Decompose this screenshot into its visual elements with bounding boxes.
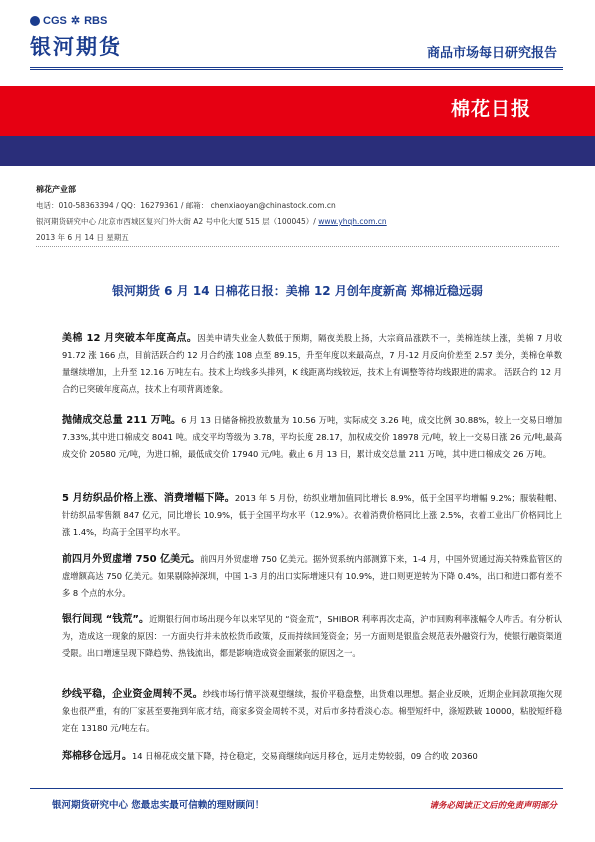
paragraph-text: 近期银行间市场出现今年以来罕见的 “资金荒”，SHIBOR 利率再次走高，沪市回购利率涨幅令人咋舌。有分析认为，造成这一现象的原因：一方面央行并未放松货币政策，反而持续回笼资金；另一方面则是银监会规范表外融资行为，使银行融资渠道受限。出口增速呈现下降趋势、热钱流出，都是影响造成资金面紧张的原因之一。 [62,614,562,658]
address-line [36,216,387,227]
paragraph-text: 14 日棉花成交量下降，持仓稳定，交易商继续向远月移仓，远月走势较弱，09 合约收 20360 [132,751,478,761]
paragraph-textile-prices [62,490,562,541]
footer-divider [30,788,563,789]
title-banner [0,86,595,136]
header-divider [30,67,563,68]
paragraph-lead: 郑棉移仓远月。 [62,751,132,762]
paragraph-interbank [62,611,562,662]
paragraph-text: 因美申请失业金人数低于预期，隔夜美股上扬，大宗商品涨跌不一，美棉连续上涨，美棉 7 月收 91.72 涨 166 点，目前活跃合约 12 月合约涨 108 点至 89.15，升至年度以来最高点，7 月-12 月反向价差至 2.57 美分，美棉仓单数量继续增加，上升至 12.16 万吨左右。技术上均线多头排列，K 线距离均线较远，技术上有调整等待均线跟进的需求。 活跃合约 12 月合约已突破年度高点，技术上有项背离迹象。 [62,333,562,394]
paragraph-foreign-trade [62,551,562,602]
paragraph-zhengzhou-cotton [62,748,562,765]
paragraph-lead: 纱线平稳，企业资金周转不灵。 [62,689,203,700]
cgs-mark-icon [30,16,40,26]
footer-slogan: 银河期货研究中心 您最忠实最可信赖的理财顾问！ [52,800,265,811]
report-date: 2013 年 6 月 14 日 星期五 [36,233,129,242]
website-link[interactable]: www.yhqh.com.cn [318,217,387,226]
report-type-title: 商品市场每日研究报告 [426,46,557,61]
logo-company-name: 银河期货 [30,35,122,59]
paragraph-text: 纱线市场行情平淡观望继续，报价平稳盘整，出货难以理想。据企业反映，近期企业间款项拖欠现象也很严重，有的厂家甚至要拖到年底才结，商家多资金周转不灵，对后市多持看淡心态。棉型短纤中，涤短跌破 10000，粘胶短纤稳定在 13180 元/吨左右。 [62,689,562,733]
contact-line: 电话：010-58363394 / QQ：16279361 / 邮箱： chenxiaoyan@chinastock.com.cn [36,201,336,210]
paragraph-lead: 抛储成交总量 211 万吨。 [62,415,182,426]
paragraph-lead: 美棉 12 月突破本年度高点。 [62,333,198,344]
department-label: 棉花产业部 [36,185,76,194]
paragraph-text: 6 月 13 日储备棉投放数量为 10.56 万吨，实际成交 3.26 吨，成交比例 30.88%，较上一交易日增加 7.33%,其中进口棉成交 8041 吨。成交平均等级为 3.78，平均长度 28.17，加权成交价 18978 元/吨，较上一交易日涨 26 元/吨,最高成交价 20580 元/吨，为进口棉，最低成交价 17940 元/吨。截止 6 月 13 日，累计成交总量 211 万吨，其中进口棉成交 26 万吨。 [62,415,562,459]
logo-cgs-text: CGS [43,14,67,27]
paragraph-yarn-market [62,686,562,737]
report-headline: 银河期货 6 月 14 日棉花日报：美棉 12 月创年度新高 郑棉近稳远弱 [112,284,483,298]
paragraph-text: 2013 年 5 月份，纺织业增加值同比增长 8.9%，低于全国平均增幅 9.2%；服装鞋帽、针纺织品零售额 847 亿元，同比增长 10.9%，低于全国平均水平（12.9%）。衣着消费价格同比上涨 2.5%，衣着工业出厂价格同比上涨 1.4%，均高于全国平均水平。 [62,493,562,537]
paragraph-us-cotton [62,330,562,398]
address-text: 银河期货研究中心 /北京市西城区复兴门外大街 A2 号中化大厦 515 层（100045）/ [36,217,319,226]
paragraph-text: 前四月外贸虚增 750 亿美元。据外贸系统内部测算下来，1-4 月，中国外贸通过海关特殊监管区的虚增额高达 750 亿美元。如果剔除掉深圳，中国 1-3 月的出口实际增速只有 10.9%，进口则更逆转为下降 0.4%，出口和进口都有差不多 8 个点的水分。 [62,554,562,598]
report-title: 棉花日报 [450,98,531,120]
company-logo [30,14,180,72]
paragraph-reserve-auction [62,412,562,463]
navy-banner [0,136,595,166]
footer-disclaimer: 请务必阅读正文后的免责声明部分 [429,801,557,811]
paragraph-lead: 5 月纺织品价格上涨、消费增幅下降。 [62,493,235,504]
logo-brand-row [30,14,180,27]
header-divider-second [30,69,563,70]
rbs-mark-icon: ✲ [70,15,81,27]
paragraph-lead: 银行间现 “钱荒”。 [62,614,150,625]
info-divider [36,246,559,247]
logo-rbs-text: RBS [84,14,108,27]
paragraph-lead: 前四月外贸虚增 750 亿美元。 [62,554,201,565]
